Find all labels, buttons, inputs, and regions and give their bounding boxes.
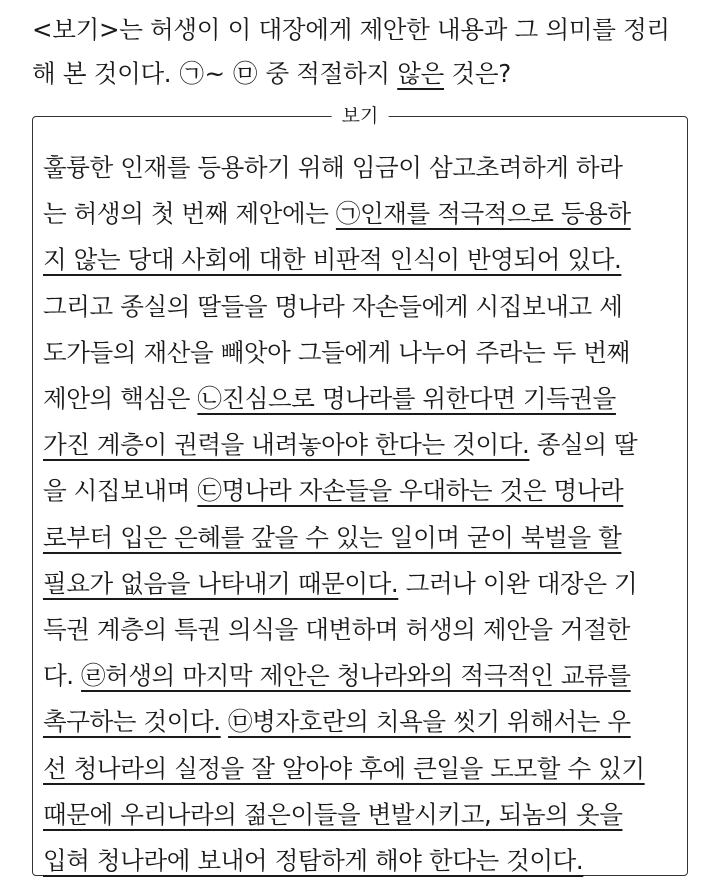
circled-mark-a: ㉠	[179, 59, 204, 88]
text-segment: 다.	[43, 661, 82, 691]
bogi-line	[43, 468, 683, 514]
bogi-title: 보기	[332, 103, 389, 129]
bogi-line	[43, 746, 683, 792]
bogi-line	[43, 376, 683, 422]
circled-mark-e: ㉤	[232, 59, 258, 88]
underlined-segment: 때문에 우리나라의 젊은이들을 변발시키고, 되놈의 옷을	[43, 799, 623, 829]
text-segment: 도가들의 재산을 빼앗아 그들에게 나누어 주라는 두 번째	[43, 337, 630, 367]
bogi-line	[43, 515, 683, 561]
underlined-segment: 입혀 청나라에 보내어 정탐하게 해야 한다는 것이다.	[43, 846, 584, 876]
bogi-line	[43, 284, 683, 330]
underlined-segment: ㉤병자호란의 치욕을 씻기 위해서는 우	[228, 707, 631, 737]
underlined-segment: 필요가 없음을 나타내기 때문이다.	[43, 568, 399, 598]
text-segment: 그리고 종실의 딸들을 명나라 자손들에게 시집보내고 세	[43, 291, 623, 321]
underlined-segment: ㉡진심으로 명나라를 위한다면 기득권을	[197, 384, 616, 414]
question-line-2	[32, 52, 704, 96]
bogi-body	[43, 145, 683, 884]
underlined-segment: 로부터 입은 은혜를 갚을 수 있는 일이며 굳이 북벌을 할	[43, 522, 622, 552]
text-segment: 훌륭한 인재를 등용하기 위해 임금이 삼고초려하게 하라	[43, 153, 623, 182]
underlined-segment: 촉구하는 것이다.	[43, 707, 221, 737]
underlined-segment: ㉠인재를 적극적으로 등용하	[335, 199, 631, 229]
emphasis-not: 않은	[397, 59, 444, 88]
question-text: ~	[204, 59, 233, 88]
bogi-line	[43, 699, 683, 745]
question-text: 중 적절하지	[257, 59, 398, 88]
bogi-line	[43, 792, 683, 838]
question-stem	[32, 8, 704, 96]
bogi-line	[43, 561, 683, 607]
underlined-segment: 가진 계층이 권력을 내려놓아야 한다는 것이다.	[43, 430, 530, 460]
bogi-box	[32, 105, 688, 876]
text-segment: 을 시집보내며	[43, 476, 198, 506]
text-segment: 제안의 핵심은	[43, 384, 198, 414]
question-text: 것은?	[444, 59, 511, 88]
text-segment: 그러나 이완 대장은 기	[398, 568, 638, 598]
underlined-segment: ㉢명나라 자손들을 우대하는 것은 명나라	[197, 476, 624, 506]
underlined-segment: 선 청나라의 실정을 잘 알아야 후에 큰일을 도모할 수 있기	[43, 753, 645, 783]
bogi-line	[43, 330, 683, 376]
bogi-line	[43, 607, 683, 653]
bogi-line	[43, 838, 683, 884]
question-line-1: <보기>는 허생이 이 대장에게 제안한 내용과 그 의미를 정리	[32, 15, 670, 44]
question-text: 해 본 것이다.	[32, 59, 179, 88]
bogi-line	[43, 422, 683, 468]
text-segment	[221, 707, 228, 736]
bogi-line	[43, 191, 683, 237]
bogi-line	[43, 145, 683, 191]
text-segment: 득권 계층의 특권 의식을 대변하며 허생의 제안을 거절한	[43, 615, 630, 645]
bogi-line	[43, 237, 683, 283]
text-segment: 종실의 딸	[529, 430, 638, 460]
bogi-line	[43, 653, 683, 699]
underlined-segment: ㉣허생의 마지막 제안은 청나라와의 적극적인 교류를	[81, 661, 631, 691]
underlined-segment: 지 않는 당대 사회에 대한 비판적 인식이 반영되어 있다.	[43, 245, 622, 275]
text-segment: 는 허생의 첫 번째 제안에는	[43, 199, 336, 229]
